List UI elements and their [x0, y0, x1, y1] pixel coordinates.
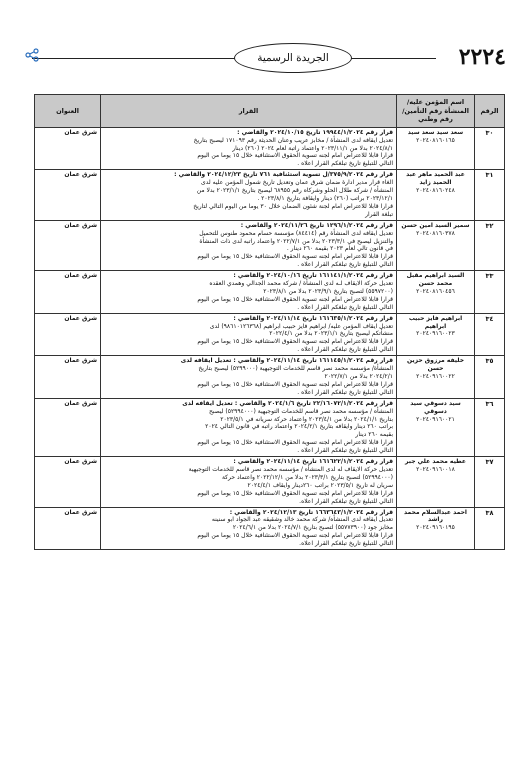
insured-name: ابراهيم فايز حبيب ابراهيم [408, 314, 463, 330]
decision-line: بقيمه ٢٦٠ دينار [355, 431, 393, 439]
decision-line: قرارا قابلا للاعتراض امام لجنه تسوية الحقوق الاستئنافية خلال ١٥ يوما من اليوم [197, 439, 393, 447]
address-cell: شرق عمان [35, 220, 101, 270]
decision-line: ٢٠٢٤/٢/١ بدلا من ٢٠٢٢/٧/١ [324, 373, 393, 381]
decision-line: قرار رقم ١٦١١٤١/١/٢٠٢٤ تاريخ ٢٠٢٤/١٠/١٦ والقاضي : [233, 272, 393, 280]
decision-text [101, 127, 397, 170]
insured-name: سمير السيد امين حسن [401, 221, 470, 229]
row-number: ٣٦ [475, 398, 505, 456]
decision-line: التالي للتبليغ تاريخ تبلغكم القرار اعلاه . [297, 160, 393, 168]
address-cell: شرق عمان [35, 507, 101, 550]
table-row [35, 356, 505, 399]
insurance-number: ٢٠٢٤٠٩١٦٠٠٢٢ [416, 373, 455, 381]
decision-line: قرار رقم ١٩٩٤٤/١/٢٠٢٤ تاريخ ٢٠٢٤/١٠/١٥ والقاضي : [237, 128, 393, 136]
decision-line: قرار رقم ١٦١١٤٥/١/٢٠٢٤ تاريخ ٢٠٢٤/١١/١٤ والقاضي : تعديل ايقافه لدى [180, 357, 393, 365]
insurance-number: ٢٠٢٤٠٨١٦٠١٦٥ [416, 136, 455, 144]
decision-line: براتب ٢٦٠ دينار وايقافه بتاريخ ٢٠٢٤/٢/١ واعتماد راتبه في قانون التالي ٢٠٢٤ [205, 423, 393, 431]
decision-line: قرارا قابلا للاعتراض امام لجنة شئون الضمان خلال ٣٠ يوما من اليوم التالي لتاريخ [193, 202, 393, 210]
decision-line: تعديل ايقاف المؤمن عليه/ ابراهيم فايز حبيب ابراهيم (٩٨٦١٠١٢٦٣٦٨) لدى [209, 322, 393, 330]
table-header-row [35, 95, 505, 128]
insured-cell [397, 356, 475, 399]
decision-line: قرارا قابلا للاعتراض امام لجنه تسوية الحقوق الاستئنافية خلال ١٥ يوما من اليوم [197, 253, 393, 261]
decision-line: والتنزيل ليصبح في ٢٠٢٣/٣/١ بدلا من ٢٠٢٢/٧/١ واعتماد راتبه لدى ذات المنشأة [199, 237, 393, 245]
decision-line: قرار رقم ١٦٦٣٦٤٣/١/٢٠٢٤ تاريخ ٢٠٢٤/١٢/١٣ والقاضي : [229, 508, 393, 516]
insured-cell [397, 127, 475, 170]
address-cell: شرق عمان [35, 356, 101, 399]
insurance-number: ٢٠٢٤٠٩١٦٠٠٢٣ [416, 330, 455, 338]
decision-line: قرارا قابلا للاعتراض امام لجنه تسوية الحقوق الاستئنافية خلال ١٥ يوما من اليوم [197, 380, 393, 388]
decision-line: سريان له تاريخ ٢٠٢٣/٥/١ براتب ٢٦٠دينار وايقاف ٢٠٢٤/٤/١ [247, 481, 393, 489]
decision-line: المنشأة/ مؤسسه محمد نصر قاسم للخدمات التوجيهية (٥٢٩٩٠٠٠) ليصبح بتاريخ [198, 365, 393, 373]
address-cell: شرق عمان [35, 271, 101, 314]
decision-text [101, 170, 397, 220]
row-number: ٣١ [475, 170, 505, 220]
column-header-address: العنوان [35, 95, 101, 128]
insured-name: احمد عبدالسلام محمد راشد [404, 508, 467, 524]
insured-cell [397, 457, 475, 507]
table-row [35, 220, 505, 270]
row-number: ٣٨ [475, 507, 505, 550]
insured-cell [397, 170, 475, 220]
decision-line: قرار رقم ٣٧٥/٩/٢٠٢٤/ل تسوية استئنافية ٧٦١ تاريخ ٢٠٢٤/١٢/٢٣ والقاضي : [174, 171, 393, 179]
address-cell: شرق عمان [35, 313, 101, 356]
decision-line: قرارا قابلا للاعتراض امام لجنه تسوية الحقوق الاستئنافية خلال ١٥ يوما من اليوم [197, 152, 393, 160]
decision-line: قرارا قابلا للاعتراض امام لجنه تسوية الحقوق الاستئنافية خلال ١٥ يوما من اليوم [197, 338, 393, 346]
decision-line: منشأتكم ليصبح بتاريخ ٢٠٢٣/١/١ بدلا من ٢٠٢٢/٤/١ [269, 330, 393, 338]
insured-name: السيد ابراهيم مقبل محمد حسن [406, 272, 465, 288]
decision-line: قرار رقم ١٦١٦٢٢/١/٢٠٢٤ تاريخ ٢٠٢٤/١١/١٤ والقاضي : [233, 458, 393, 466]
decision-line: قرارا قابلا للاعتراض امام لجنه تسوية الحقوق الاستئنافية خلال ١٥ يوما من اليوم [197, 489, 393, 497]
insured-cell [397, 313, 475, 356]
decision-line: الغاء قرار مدير ادارة ضمان شرق عمان وتعديل تاريخ شمول المؤمن عليه لدى [201, 179, 393, 187]
decision-line: ٢٠٢٤/٨/١ بدلا من ٢٠٢٣/١١/١ واعتماد راتبة لعام ٢٠٢٤ (٢٦٠) دينار [232, 144, 393, 152]
page-number: ٢٢٢٤ [458, 44, 506, 70]
row-number: ٣٥ [475, 356, 505, 399]
row-number: ٣٤ [475, 313, 505, 356]
decision-line: التالي للتبليغ تاريخ تبلغكم القرار اعلاه . [297, 346, 393, 354]
decision-line: التالي للتبليغ تاريخ تبلغكم القرار اعلاه. [299, 497, 393, 505]
decision-line: تعديل ايقافه لدى المنشأة / مخابز عريب وعنان الحديثة رقم ١٧١٠٩٣ ليصبح بتاريخ [193, 136, 393, 144]
insurance-number: ٢٠٢٤٠٨١٦٠٤٥٦ [416, 287, 455, 295]
decision-line: التالي للتبليغ تاريخ تبلغكم القرار اعلاه . [297, 388, 393, 396]
decision-line: بتاريخ ٢٠٢٤/١/١ بدلا من ٢٠٢٣/٤/١ واعتماد حركة سريانه في ٢٠٢٣/٥/١ [220, 415, 393, 423]
gazette-title: الجريدة الرسمية [234, 43, 352, 73]
decision-text [101, 457, 397, 507]
decision-line: المنشأه / مؤسسه محمد نصر قاسم للخدمات التوجيهية (٥٢٩٩٤٠٠٠) ليصبح [208, 407, 393, 415]
decision-line: المنشأه / شركة طلال الحلو وشركاه رقم ٦٨٩٥٥ ليصبح بتاريخ ٢٠٢٣/١/١ بدلا من [196, 187, 393, 195]
decision-line: تبلغة القرار [365, 210, 393, 218]
address-cell: شرق عمان [35, 398, 101, 456]
decision-text [101, 220, 397, 270]
decision-line: تعديل حركة الايقاف له لدى المنشأه / مؤسسه محمد نصر قاسم للخدمات التوجيهية [188, 465, 393, 473]
insured-name: عطيه محمد علي جبر [405, 458, 466, 466]
insured-cell [397, 507, 475, 550]
insured-cell [397, 398, 475, 456]
insured-cell [397, 271, 475, 314]
decision-line: ٢٠٢٣/١٢/١ براتب (٢٦٠) دينار وايقافة بتاريخ ٢٠٢٣/٨/١ . [257, 194, 393, 202]
decision-line: (٥٥٩٧٢٠٠) لتصبح بتاريخ ٢٠٢٣/٩/١ بدلا من ٢٠٢٣/٨/١ [263, 287, 393, 295]
table-row [35, 271, 505, 314]
table-row [35, 398, 505, 456]
insurance-number: ٢٠٢٤٠٩١٦٠١٩٥ [416, 524, 455, 532]
row-number: ٣٣ [475, 271, 505, 314]
decision-line: مخابز جود (٥٥٧٧٣٩٠٠) لتصبح بتاريخ ٢٠٢٤/٧/١ بدلا من ٢٠٢٤/٦/١ [232, 524, 393, 532]
page-header [22, 40, 506, 70]
insurance-number: ٢٠٢٤٠٨١٦٠٣٧٨ [416, 229, 455, 237]
decision-line: تعديل حركة الايقاف لـه لدى المنشأة / شركة محمد الجدالي وهمدي العقده [209, 280, 393, 288]
decision-line: التالي للتبليغ تاريخ تبلغكم القرار اعلاه . [297, 303, 393, 311]
decision-line: التالي للتبليغ تاريخ تبلغكم القرار اعلاه. [299, 540, 393, 548]
table-row [35, 170, 505, 220]
insurance-number: ٢٠٢٤٠٨١٦٠٢٤٨ [416, 187, 455, 195]
decision-line: تعديل ايقافه لدى المنشأه/ شركة محمد خالد وشقيقه عبد الجواد ابو سنينه [211, 516, 393, 524]
decision-text [101, 313, 397, 356]
insurance-number: ٢٠٢٤٠٩١٦٠٠٢١ [416, 415, 455, 423]
address-cell: شرق عمان [35, 170, 101, 220]
table-row [35, 127, 505, 170]
decision-line: التالي للتبليغ تاريخ تبلغكم القرار اعلاه . [297, 261, 393, 269]
row-number: ٣٧ [475, 457, 505, 507]
share-icon[interactable] [24, 48, 40, 64]
row-number: ٣٠ [475, 127, 505, 170]
address-cell: شرق عمان [35, 127, 101, 170]
decision-text [101, 507, 397, 550]
row-number: ٣٢ [475, 220, 505, 270]
table-row [35, 457, 505, 507]
decision-text [101, 271, 397, 314]
decision-line: التالي للتبليغ تاريخ تبلغكم القرار اعلاه . [297, 447, 393, 455]
column-header-decision: القرار [101, 95, 397, 128]
decision-line: قرارا قابلا للاعتراض امام لجنه تسوية الحقوق الاستئنافية خلال ١٥ يوما من اليوم [197, 295, 393, 303]
decision-line: في قانون تالي لعام ٢٠٢٣ بقيمة ٢٦٠ دينار . [286, 245, 393, 253]
decision-text [101, 398, 397, 456]
table-row [35, 313, 505, 356]
decision-line: قرارا قابلا للاعتراض امام لجنه تسوية الحقوق الاستئنافية خلال ١٥ يوما من اليوم [197, 532, 393, 540]
insured-name: سيد دسوقي سيد دسوقي [410, 399, 461, 415]
table-row [35, 507, 505, 550]
decisions-table [34, 94, 505, 550]
insured-name: سعد سيد سعد سيد [407, 128, 464, 136]
column-header-number: الرقم [475, 95, 505, 128]
insured-name: عبد الحميد ماهر عبد الحميد زايد [406, 171, 465, 187]
decision-text [101, 356, 397, 399]
column-header-insured-name: اسم المؤمن عليه/ المنشأة رقم التأمين/ رقم وطني [397, 95, 475, 128]
decision-line: تعديل ايقافه لدى المنشأة رقم (٨٤٤١٤) مؤسسة حسام محمود طنوس للتحميل [199, 229, 393, 237]
decision-line: (٥٢٩٩٤٠٠٠) لتصبح بتاريخ ٢٠٢٣/٣/١ بدلا من ٢٠٢٢/١٢/١ واعتماد حركة [221, 473, 393, 481]
decision-line: قرار رقم ٢٢/١٦٠٧٢/١/٢٠٢٤ تاريخ ٢٠٢٤/١/٦ والقاضي : تعديل ايقافه لدى [182, 399, 393, 407]
insured-name: خليفه مرزوق حزين حسن [406, 357, 465, 373]
decision-line: قرار رقم ١٢٩٦/١/٢٠٢٤ تاريخ ٢٠٢٤/١١/٢٦ والقاضي : [240, 221, 393, 229]
address-cell: شرق عمان [35, 457, 101, 507]
decision-line: قرار رقم ١٦١٦٣٥/١/٢٠٢٤ تاريخ ٢٠٢٤/١١/١٤ والقاضي : [233, 314, 393, 322]
insurance-number: ٢٠٢٤٠٩١٦٠٠١٨ [416, 465, 455, 473]
insured-cell [397, 220, 475, 270]
